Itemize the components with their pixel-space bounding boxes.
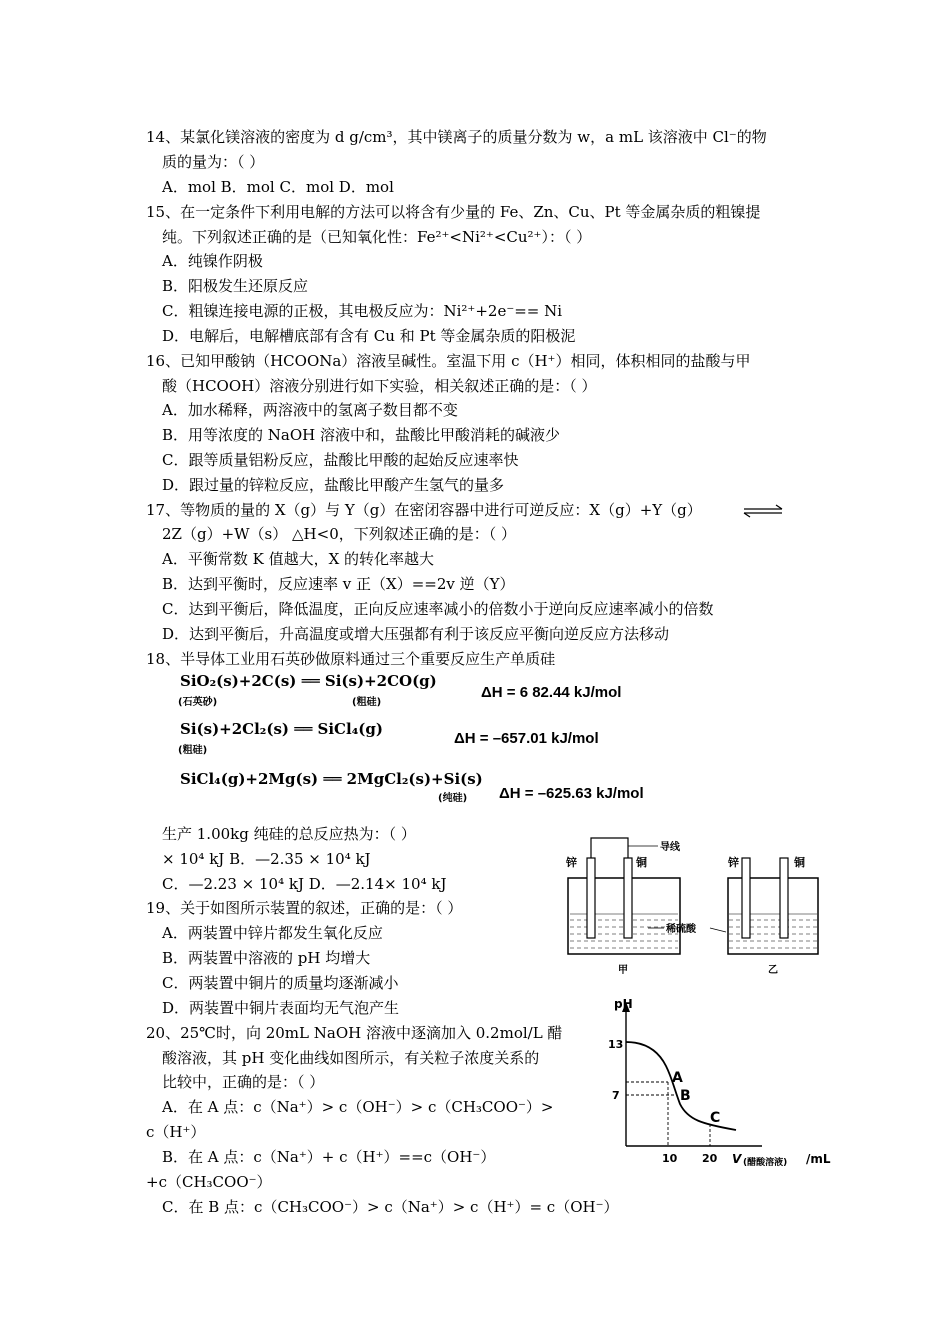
q17-option-c: C．达到平衡后，降低温度，正向反应速率减小的倍数小于逆向反应速率减小的倍数 bbox=[162, 600, 714, 618]
equation-1-label-left: (石英砂) bbox=[178, 697, 218, 708]
q20-line1: 20、25℃时，向 20mL NaOH 溶液中逐滴加入 0.2mol/L 醋 bbox=[146, 1024, 563, 1042]
ph-graph bbox=[600, 996, 845, 1176]
q20-option-a-cont: c（H⁺） bbox=[146, 1123, 206, 1141]
equation-1-label-right: (粗硅) bbox=[352, 697, 382, 708]
equation-2-enthalpy: ΔH = –657.01 kJ/mol bbox=[454, 730, 599, 747]
equation-3: SiCl₄(g)+2Mg(s) ══ 2MgCl₂(s)+Si(s) bbox=[180, 770, 483, 788]
equation-1: SiO₂(s)+2C(s) ══ Si(s)+2CO(g) bbox=[180, 672, 437, 690]
q19-option-a: A．两装置中锌片都发生氧化反应 bbox=[162, 924, 383, 942]
q20-option-b-cont: +c（CH₃COO⁻） bbox=[146, 1173, 272, 1191]
q20-line3: 比较中，正确的是：（ ） bbox=[162, 1073, 325, 1091]
volume-axis-label-v: V bbox=[732, 1152, 742, 1166]
q14-options: A．mol B．mol C．mol D．mol bbox=[162, 178, 394, 196]
q16-option-d: D．跟过量的锌粒反应，盐酸比甲酸产生氢气的量多 bbox=[162, 476, 505, 494]
equation-1-enthalpy: ΔH = 6 82.44 kJ/mol bbox=[481, 684, 622, 701]
q16-line1: 16、已知甲酸钠（HCOONa）溶液呈碱性。室温下用 c（H⁺）相同，体积相同的盐酸与甲 bbox=[146, 352, 751, 370]
q20-option-a: A．在 A 点：c（Na⁺）> c（OH⁻）> c（CH₃COO⁻）> bbox=[162, 1098, 554, 1116]
q18-options-line1: × 10⁴ kJ B．—2.35 × 10⁴ kJ bbox=[162, 850, 371, 868]
q20-line2: 酸溶液，其 pH 变化曲线如图所示，有关粒子浓度关系的 bbox=[162, 1049, 540, 1067]
q14-line2: 质的量为：（ ） bbox=[162, 153, 265, 171]
q17-line2: 2Z（g）+W（s） △H<0，下列叙述正确的是：（ ） bbox=[162, 525, 517, 543]
equation-3-label: (纯硅) bbox=[438, 793, 468, 804]
volume-axis-label-paren: (醋酸溶液) bbox=[743, 1158, 788, 1168]
volume-tick-20: 20 bbox=[702, 1152, 718, 1165]
copper-label-left: 铜 bbox=[636, 856, 647, 869]
q15-option-b: B．阳极发生还原反应 bbox=[162, 277, 309, 295]
q19-option-c: C．两装置中铜片的质量均逐渐减小 bbox=[162, 974, 399, 992]
wire-label: 导线 bbox=[660, 842, 680, 853]
zinc-label-right: 锌 bbox=[728, 856, 739, 869]
caption-right: 乙 bbox=[768, 965, 778, 976]
q16-option-b: B．用等浓度的 NaOH 溶液中和，盐酸比甲酸消耗的碱液少 bbox=[162, 426, 561, 444]
q19-line1: 19、关于如图所示装置的叙述，正确的是：（ ） bbox=[146, 899, 463, 917]
q18-equations bbox=[176, 668, 656, 808]
q14-line1: 14、某氯化镁溶液的密度为 d g/cm³，其中镁离子的质量分数为 w，a mL 该溶液中 Cl⁻的物 bbox=[146, 128, 767, 146]
q19-option-b: B．两装置中溶液的 pH 均增大 bbox=[162, 949, 371, 967]
zinc-label-left: 锌 bbox=[566, 856, 577, 869]
q18-options-line2: C．—2.23 × 10⁴ kJ D．—2.14× 10⁴ kJ bbox=[162, 875, 447, 893]
q19-option-d: D．两装置中铜片表面均无气泡产生 bbox=[162, 999, 400, 1017]
q20-option-b: B．在 A 点：c（Na⁺）+ c（H⁺）==c（OH⁻） bbox=[162, 1148, 496, 1166]
equilibrium-arrow-icon bbox=[742, 504, 786, 518]
q20-option-c: C．在 B 点：c（CH₃COO⁻）> c（Na⁺）> c（H⁺）= c（OH⁻） bbox=[162, 1198, 619, 1216]
q16-option-c: C．跟等质量铝粉反应，盐酸比甲酸的起始反应速率快 bbox=[162, 451, 519, 469]
q17-option-b: B．达到平衡时，反应速率 v 正（X）==2v 逆（Y） bbox=[162, 575, 515, 593]
q15-option-d: D．电解后，电解槽底部有含有 Cu 和 Pt 等金属杂质的阳极泥 bbox=[162, 327, 576, 345]
acid-label: 稀硫酸 bbox=[666, 924, 696, 935]
q15-option-c: C．粗镍连接电源的正极，其电极反应为：Ni²⁺+2e⁻== Ni bbox=[162, 302, 563, 320]
q18-line1: 18、半导体工业用石英砂做原料通过三个重要反应生产单质硅 bbox=[146, 650, 556, 668]
q17-option-a: A．平衡常数 K 值越大，X 的转化率越大 bbox=[162, 550, 435, 568]
equation-2-label: (粗硅) bbox=[178, 745, 208, 756]
point-a-label: A bbox=[672, 1070, 683, 1086]
q16-option-a: A．加水稀释，两溶液中的氢离子数目都不变 bbox=[162, 401, 458, 419]
point-b-label: B bbox=[680, 1088, 691, 1104]
q15-option-a: A．纯镍作阴极 bbox=[162, 252, 263, 270]
volume-axis-label-unit: /mL bbox=[806, 1152, 831, 1166]
q17-line1: 17、等物质的量的 X（g）与 Y（g）在密闭容器中进行可逆反应：X（g）+Y（g） bbox=[146, 501, 702, 519]
q15-line1: 15、在一定条件下利用电解的方法可以将含有少量的 Fe、Zn、Cu、Pt 等金属杂质的粗镍提 bbox=[146, 203, 761, 221]
cell-figure bbox=[560, 828, 820, 978]
point-c-label: C bbox=[710, 1110, 721, 1126]
copper-label-right: 铜 bbox=[794, 856, 805, 869]
equation-3-enthalpy: ΔH = –625.63 kJ/mol bbox=[499, 785, 644, 802]
ph-axis-label: pH bbox=[614, 997, 633, 1011]
ph-tick-13: 13 bbox=[608, 1038, 624, 1051]
ph-tick-7: 7 bbox=[612, 1089, 620, 1102]
q18-question: 生产 1.00kg 纯硅的总反应热为：（ ） bbox=[162, 825, 416, 843]
caption-left: 甲 bbox=[618, 965, 628, 976]
q16-line2: 酸（HCOOH）溶液分别进行如下实验，相关叙述正确的是：（ ） bbox=[162, 377, 597, 395]
q17-option-d: D．达到平衡后，升高温度或增大压强都有利于该反应平衡向逆反应方法移动 bbox=[162, 625, 670, 643]
q15-line2: 纯。下列叙述正确的是（已知氧化性：Fe²⁺<Ni²⁺<Cu²⁺）：（ ） bbox=[162, 228, 592, 246]
equation-2: Si(s)+2Cl₂(s) ══ SiCl₄(g) bbox=[180, 720, 383, 738]
volume-tick-10: 10 bbox=[662, 1152, 678, 1165]
